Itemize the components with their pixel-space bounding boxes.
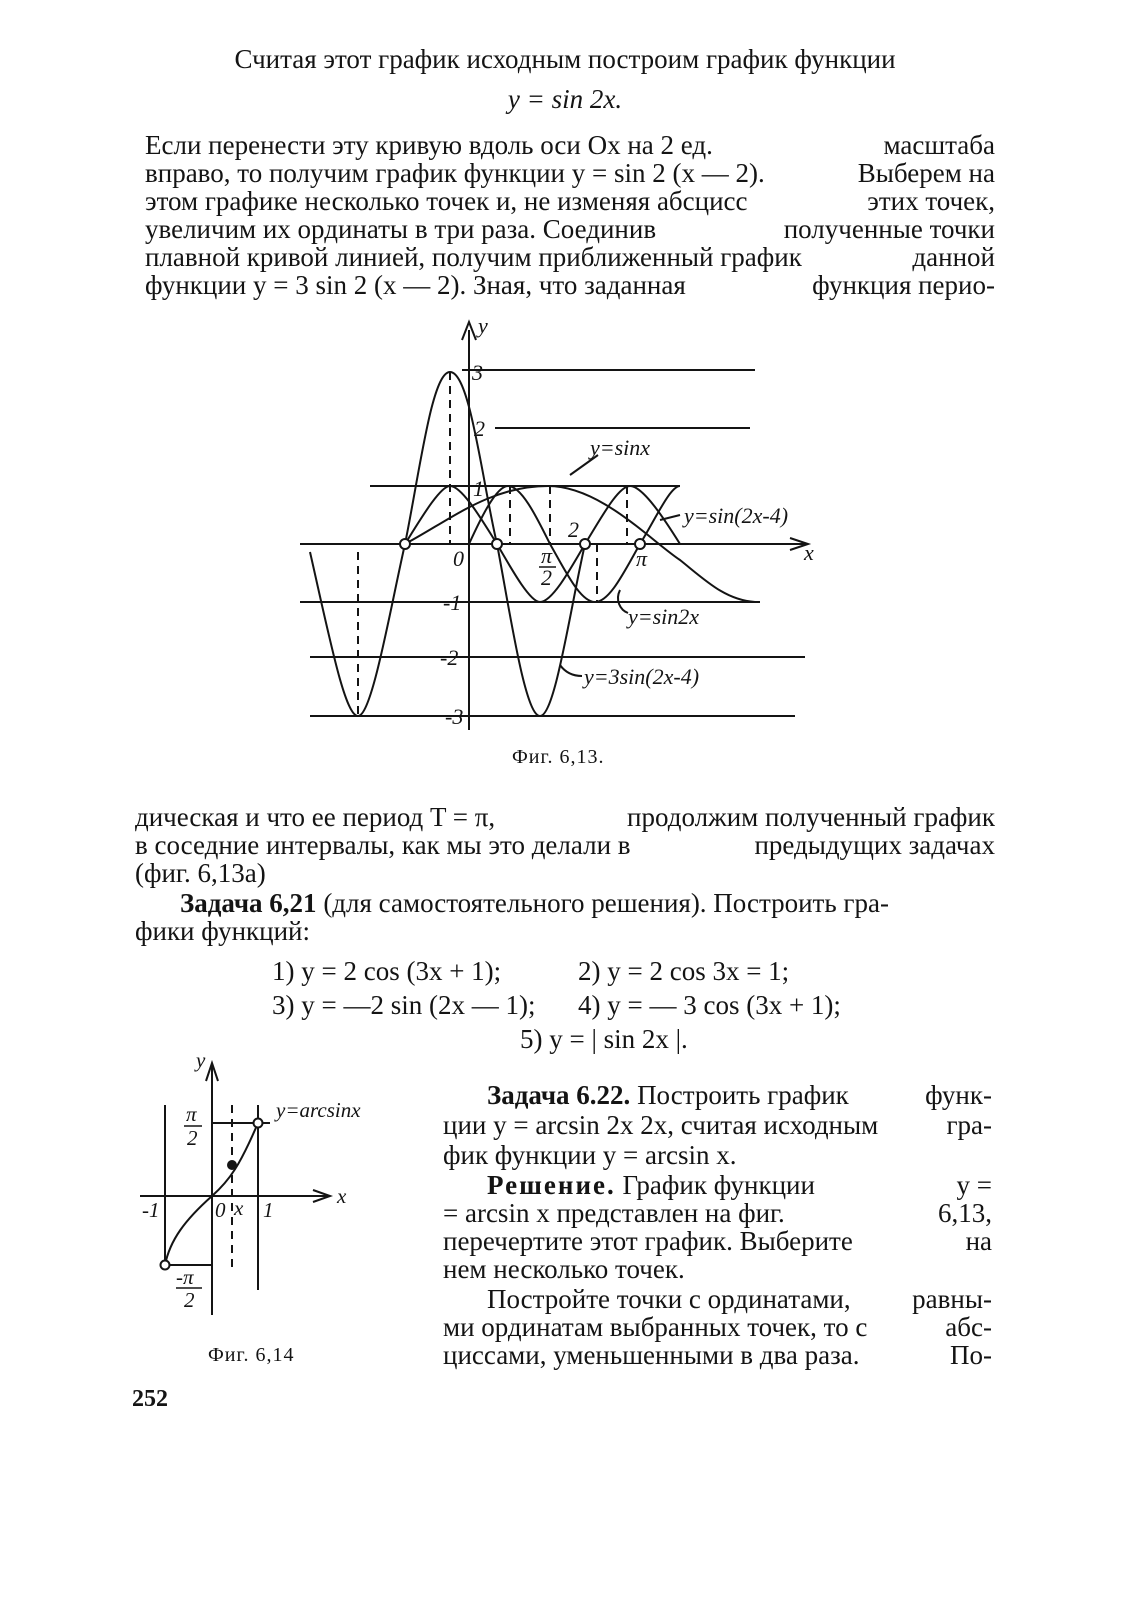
axis-label-y: y — [196, 1048, 206, 1072]
task-6-21-f2: 2) y = 2 cos 3x = 1; — [578, 956, 790, 986]
intersection-point — [580, 539, 590, 549]
figure-6-14 — [130, 1045, 410, 1345]
figure-6-13-caption: Фиг. 6,13. — [512, 746, 605, 768]
pi-numerator: π — [186, 1102, 197, 1126]
tick-1: 1 — [263, 1198, 274, 1222]
paragraph1-line: функции y = 3 sin 2 (x — 2). Зная, что заданная функция перио- — [145, 270, 995, 300]
tick-minus-1: -1 — [142, 1198, 160, 1222]
task-6-22-title: Задача 6.22. — [487, 1080, 631, 1110]
endpoint — [161, 1261, 170, 1270]
page-number: 252 — [132, 1386, 168, 1412]
tick-label-1: 1 — [473, 476, 484, 501]
task-6-22-line: Задача 6.22. Построить график функ- — [487, 1080, 992, 1110]
pi-denominator: 2 — [187, 1126, 198, 1150]
instruction-line: Постройте точки с ординатами, равны- — [487, 1284, 992, 1314]
leader-3sin — [560, 665, 582, 676]
axis-label-x: x — [337, 1184, 347, 1208]
solution-label: Решение. — [487, 1170, 616, 1200]
paragraph2-line: дическая и что ее период T = π, продолжим полученный график — [135, 802, 995, 832]
paragraph2-line: в соседние интервалы, как мы это делали в предыдущих задачах — [135, 830, 995, 860]
paragraph1-line: этом графике несколько точек и, не изменяя абсцисс этих точек, — [145, 186, 995, 216]
origin-label: 0 — [215, 1198, 226, 1222]
solution-line: нем несколько точек. — [443, 1254, 685, 1284]
pi-half-denominator: 2 — [541, 565, 552, 590]
tick-label-minus-1: -1 — [443, 590, 462, 615]
task-6-21-f5: 5) y = | sin 2x |. — [520, 1024, 688, 1054]
tick-label-2: 2 — [474, 416, 485, 441]
label-y-arcsinx: y=arcsinx — [276, 1098, 361, 1122]
task-6-21-f1: 1) y = 2 cos (3x + 1); — [272, 956, 502, 986]
x-mark: x — [234, 1196, 244, 1220]
solution-line: перечертите этот график. Выберите на — [443, 1226, 992, 1256]
figure-6-14-caption: Фиг. 6,14 — [208, 1344, 295, 1366]
task-6-21-f3: 3) y = —2 sin (2x — 1); — [272, 990, 536, 1020]
label-y-sinx: y=sinx — [590, 435, 651, 460]
pi-label: π — [636, 546, 648, 571]
axis-label-y: y — [478, 313, 488, 338]
intro-formula: y = sin 2x. — [507, 84, 623, 114]
task-6-21-line: Задача 6,21 (для самостоятельного решения). Построить гра- — [180, 888, 889, 918]
intersection-point — [492, 539, 502, 549]
task-6-21-title: Задача 6,21 — [180, 888, 317, 918]
intro-line-1: Считая этот график исходным построим график функции — [234, 44, 896, 74]
paragraph2-line: (фиг. 6,13a) — [135, 858, 266, 888]
instruction-line: циссами, уменьшенными в два раза. По- — [443, 1340, 992, 1370]
label-y-3sin-2x-4: y=3sin(2x-4) — [584, 664, 700, 689]
pi-half-numerator: π — [541, 543, 553, 568]
task-6-22-line: фик функции y = arcsin x. — [443, 1140, 737, 1170]
paragraph1-line: Если перенести эту кривую вдоль оси Ox на 2 ед. масштаба — [145, 130, 995, 160]
instruction-line: ми ординатам выбранных точек, то с абс- — [443, 1312, 992, 1342]
task-6-22-line: ции y = arcsin 2x 2x, считая исходным гра- — [443, 1110, 992, 1140]
selected-point — [227, 1160, 237, 1170]
axis-label-x: x — [804, 540, 814, 565]
task-6-21-line-2: фики функций: — [135, 916, 310, 946]
endpoint — [254, 1119, 263, 1128]
paragraph1-line: увеличим их ординаты в три раза. Соединив полученные точки — [145, 214, 995, 244]
paragraph1-line: плавной кривой линией, получим приближенный график данной — [145, 242, 995, 272]
neg-pi-denominator: 2 — [184, 1288, 195, 1312]
task-6-21-f4: 4) y = — 3 cos (3x + 1); — [578, 990, 841, 1020]
tick-label-minus-2: -2 — [440, 645, 459, 670]
tick-label-minus-3: -3 — [445, 704, 464, 729]
neg-pi-numerator: -π — [176, 1265, 194, 1289]
intersection-point — [400, 539, 410, 549]
tick-label-3: 3 — [472, 360, 483, 385]
solution-line: Решение. График функции y = — [487, 1170, 992, 1200]
mark-2: 2 — [568, 517, 579, 542]
origin-label: 0 — [453, 546, 464, 571]
label-y-sin-2x-4: y=sin(2x-4) — [684, 503, 789, 528]
label-y-sin2x: y=sin2x — [628, 604, 700, 629]
solution-line: = arcsin x представлен на фиг. 6,13, — [443, 1198, 992, 1228]
paragraph1-line: вправо, то получим график функции y = sin 2 (x — 2). Выберем на — [145, 158, 995, 188]
